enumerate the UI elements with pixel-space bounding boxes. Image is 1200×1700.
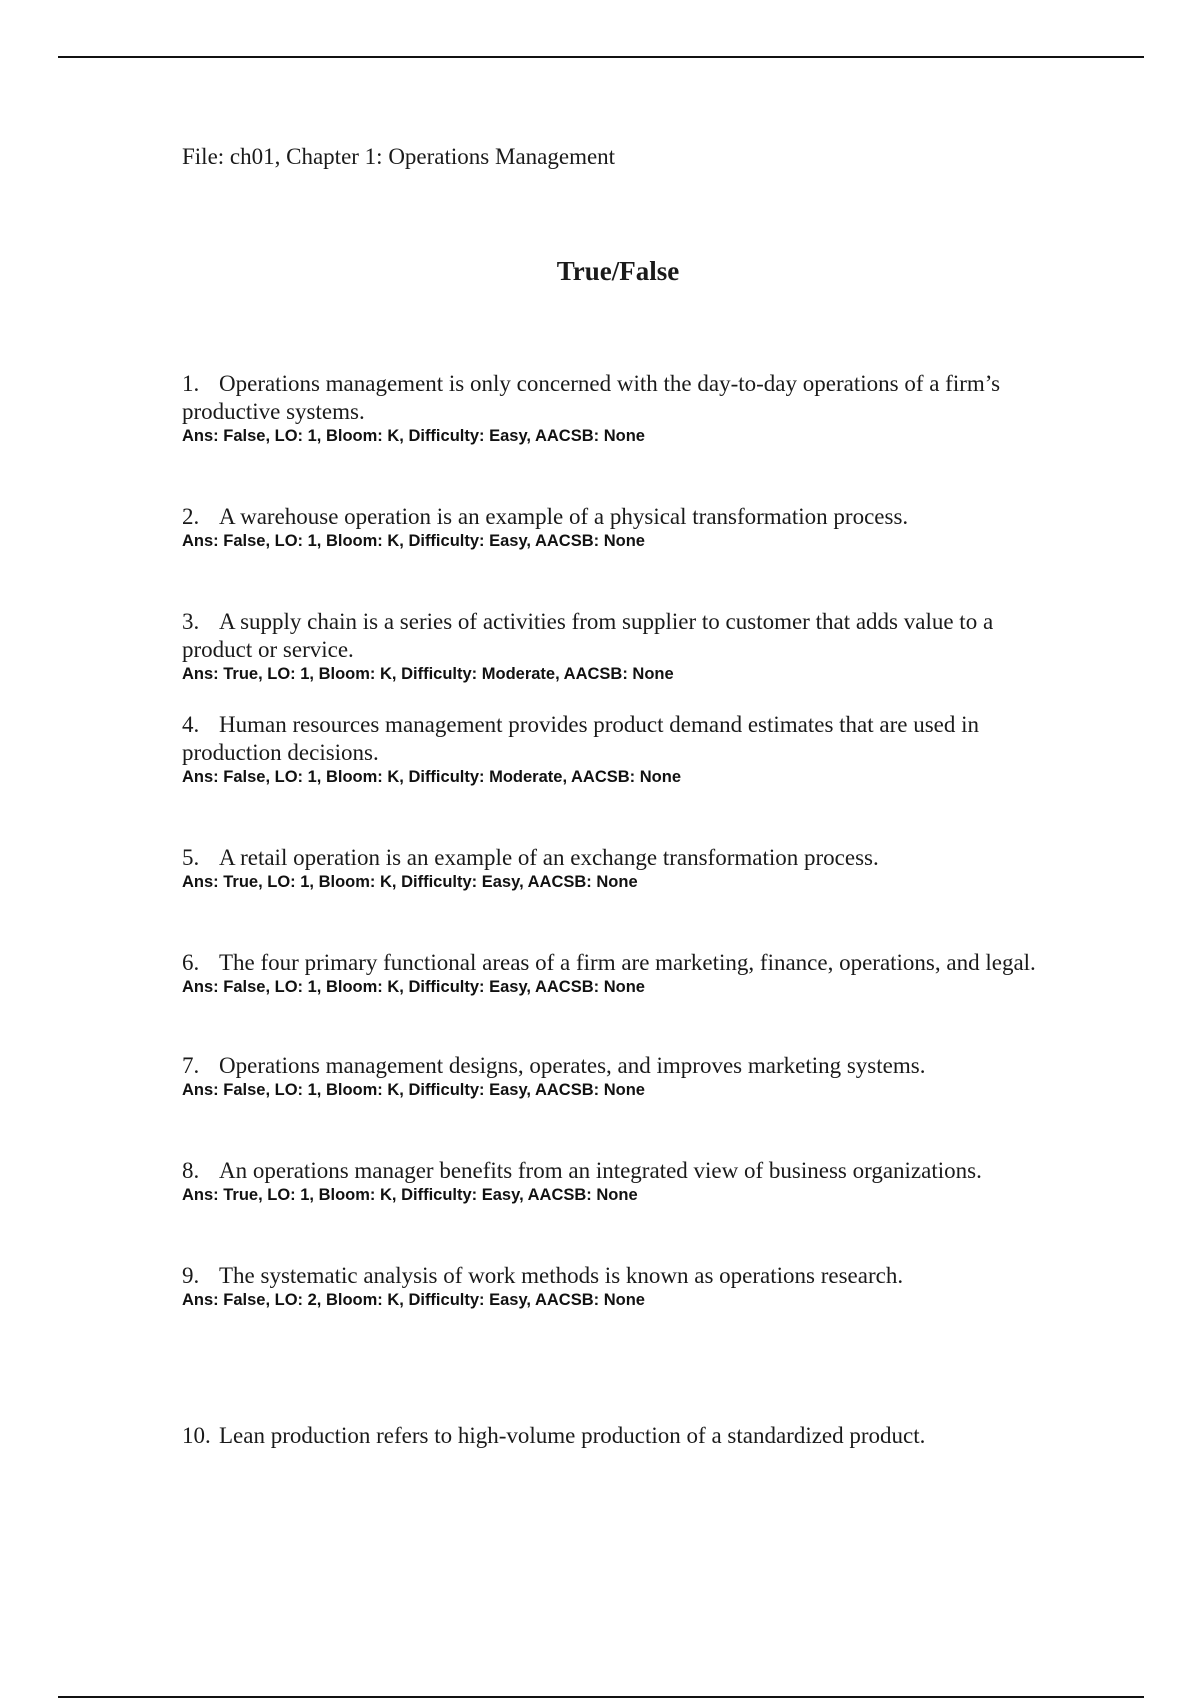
question-item	[182, 503, 1062, 551]
answer-key: Ans: False, LO: 1, Bloom: K, Difficulty: Moderate, AACSB: None	[182, 768, 682, 786]
question-number: 7.	[182, 1053, 200, 1078]
question-text-line	[182, 1052, 1062, 1080]
question-number: 9.	[182, 1263, 200, 1288]
question-item	[182, 1422, 1062, 1450]
answer-key: Ans: False, LO: 1, Bloom: K, Difficulty: Easy, AACSB: None	[182, 1081, 645, 1099]
answer-key: Ans: True, LO: 1, Bloom: K, Difficulty: Easy, AACSB: None	[182, 1186, 638, 1204]
question-item	[182, 949, 1062, 997]
page-top-rule	[58, 56, 1144, 58]
question-number: 8.	[182, 1158, 200, 1183]
question-text-line	[182, 370, 1062, 426]
question-text-line	[182, 949, 1062, 977]
question-text: The four primary functional areas of a firm are marketing, finance, operations, and legal.	[219, 950, 1036, 975]
section-title: True/False	[556, 256, 680, 286]
question-number: 3.	[182, 609, 200, 634]
question-text: Operations management designs, operates, and improves marketing systems.	[219, 1053, 926, 1078]
question-item	[182, 1262, 1062, 1310]
question-text-line	[182, 1157, 1062, 1185]
question-text: Human resources management provides product demand estimates that are used in production decisions.	[182, 712, 980, 765]
question-number: 5.	[182, 845, 200, 870]
question-text: The systematic analysis of work methods is known as operations research.	[219, 1263, 904, 1288]
question-item	[182, 711, 1062, 787]
question-text-line	[182, 1422, 1062, 1450]
question-text-line	[182, 711, 1062, 767]
answer-key: Ans: True, LO: 1, Bloom: K, Difficulty: Moderate, AACSB: None	[182, 665, 674, 683]
question-number: 6.	[182, 950, 200, 975]
question-number: 4.	[182, 712, 200, 737]
question-text-line	[182, 844, 1062, 872]
question-text: A warehouse operation is an example of a physical transformation process.	[219, 504, 909, 529]
answer-key: Ans: False, LO: 1, Bloom: K, Difficulty: Easy, AACSB: None	[182, 427, 645, 445]
question-text-line	[182, 1262, 1062, 1290]
question-item	[182, 844, 1062, 892]
question-text: Operations management is only concerned with the day-to-day operations of a firm’s productive systems.	[182, 371, 1001, 424]
question-number: 10.	[182, 1423, 211, 1448]
question-text-line	[182, 503, 1062, 531]
answer-key: Ans: False, LO: 2, Bloom: K, Difficulty: Easy, AACSB: None	[182, 1291, 645, 1309]
question-number: 1.	[182, 371, 200, 396]
answer-key: Ans: False, LO: 1, Bloom: K, Difficulty: Easy, AACSB: None	[182, 978, 645, 996]
question-text: A supply chain is a series of activities from supplier to customer that adds value to a product or service.	[182, 609, 994, 662]
question-text: A retail operation is an example of an exchange transformation process.	[219, 845, 879, 870]
question-number: 2.	[182, 504, 200, 529]
question-item	[182, 370, 1062, 446]
question-text: Lean production refers to high-volume production of a standardized product.	[219, 1423, 926, 1448]
question-text-line	[182, 608, 1062, 664]
answer-key: Ans: False, LO: 1, Bloom: K, Difficulty: Easy, AACSB: None	[182, 532, 645, 550]
question-item	[182, 608, 1062, 684]
question-item	[182, 1157, 1062, 1205]
question-item	[182, 1052, 1062, 1100]
question-text: An operations manager benefits from an integrated view of business organizations.	[219, 1158, 982, 1183]
file-header: File: ch01, Chapter 1: Operations Management	[182, 144, 616, 169]
answer-key: Ans: True, LO: 1, Bloom: K, Difficulty: Easy, AACSB: None	[182, 873, 638, 891]
page-bottom-rule	[58, 1696, 1144, 1698]
